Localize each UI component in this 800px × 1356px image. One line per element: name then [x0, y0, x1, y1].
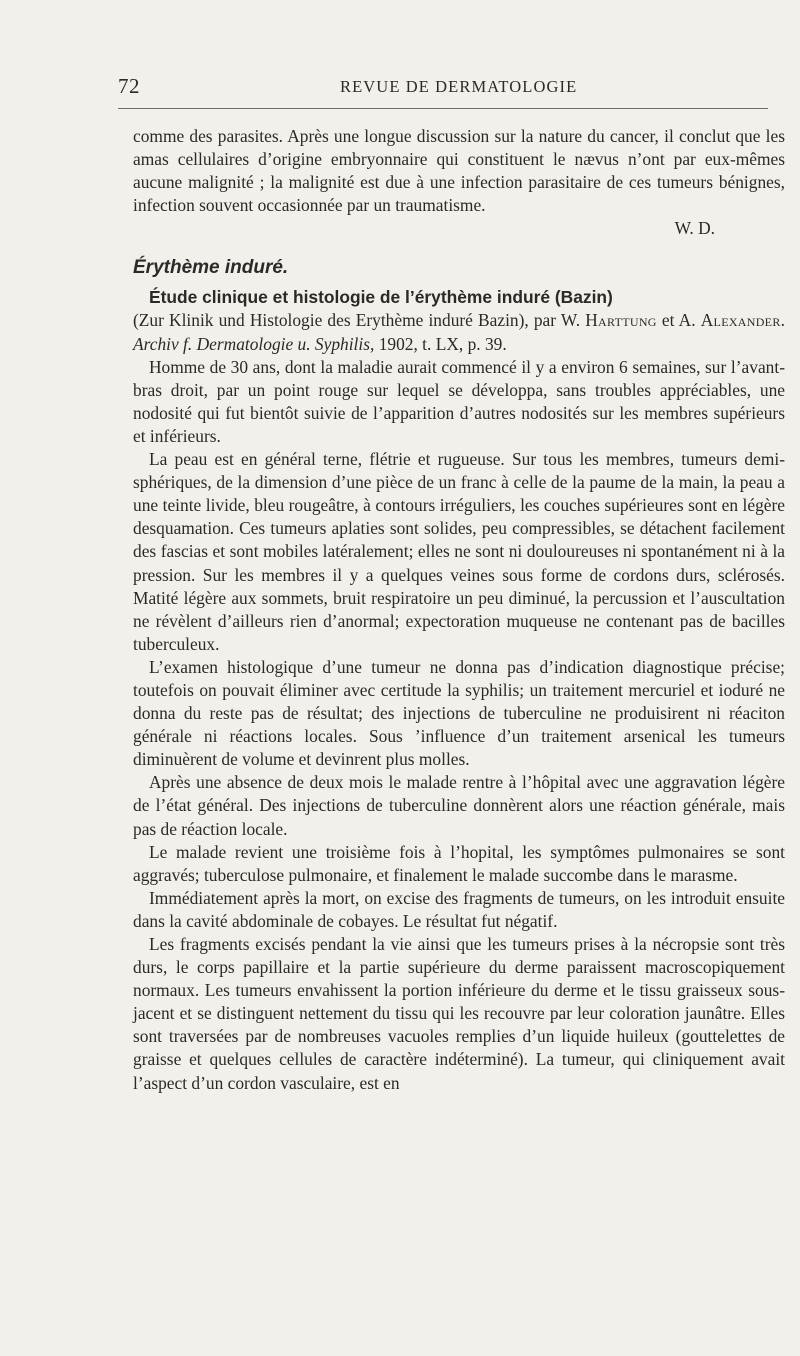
- intro-signature: W. D.: [674, 218, 715, 239]
- header-rule: [118, 108, 768, 109]
- paragraph-3: L’examen histologique d’une tumeur ne donna pas d’indication diagnostique précise; toutefois on pouvait éliminer avec certitude la syphilis; un traitement mercuriel et ioduré ne donna du reste pas de résultat; des injections de tuberculine ne produisirent ni réaciton générale ni réactions locales. Sous ’influence d’un traitement arsenical les tumeurs diminuèrent de volume et devinrent plus molles.: [133, 656, 785, 770]
- running-head: [118, 74, 768, 100]
- paragraph-6: Immédiatement après la mort, on excise des fragments de tumeurs, on les introduit ensuite dans la cavité abdominale de cobayes. Le résultat fut négatif.: [133, 887, 785, 931]
- page-number: 72: [118, 74, 140, 98]
- article-reference: [133, 309, 785, 355]
- journal-name: Archiv f. Dermatologie u. Syphilis,: [133, 333, 375, 354]
- paragraph-5: Le malade revient une troisième fois à l’hopital, les symptômes pulmonaires se sont aggravés; tuberculose pulmonaire, et finalement le malade succombe dans le marasme.: [133, 841, 785, 885]
- paragraph-4: Après une absence de deux mois le malade rentre à l’hôpital avec une aggravation légère de l’état général. Des injections de tuberculine donnèrent alors une réaction générale, mais pas de réaction locale.: [133, 772, 785, 839]
- paragraph-1: Homme de 30 ans, dont la maladie aurait commencé il y a environ 6 semaines, sur l’avant-bras droit, par un point rouge sur lequel se développa, sans troubles appréciables, une nodosité qui fut bientôt suivie de l’apparition d’autres nodosités sur les membres supérieurs et inférieurs.: [133, 356, 785, 446]
- ref-and: et A.: [661, 310, 696, 331]
- ref-prefix: (Zur Klinik und Histologie des Erythème induré Bazin), par W.: [133, 310, 581, 331]
- journal-title: REVUE DE DERMATOLOGIE: [340, 77, 578, 96]
- ref-dot: .: [780, 310, 785, 331]
- intro-paragraph: comme des parasites. Après une longue discussion sur la nature du cancer, il conclut que les amas cellulaires d’origine embryonnaire qui constituent le nævus n’ont par eux-mêmes aucune malignité ; la malignité est due à une infection parasitaire de ces tumeurs bénignes, infection souvent occasionnée par un traumatisme.: [133, 126, 785, 216]
- section-heading: Érythème induré.: [133, 257, 289, 279]
- author-2: Alexander: [700, 310, 781, 331]
- page-body: [133, 125, 785, 1095]
- intro-signature-line: [133, 217, 785, 240]
- author-1: Harttung: [585, 310, 657, 331]
- paragraph-7: Les fragments excisés pendant la vie ainsi que les tumeurs prises à la nécropsie sont très durs, le corps papillaire et la partie supérieure du derme paraissent macroscopiquement normaux. Les tumeurs envahissent la portion inférieure du derme et le tissu graisseux sous-jacent et se distinguent nettement du tissu qui les recouvre par leur coloration jaunâtre. Elles sont traversées par de nombreuses vacuoles remplies d’un liquide huileux (gouttelettes de graisse et quelques cellules de caractère indéterminé). La tumeur, qui cliniquement avait l’aspect d’un cordon vasculaire, est en: [133, 934, 785, 1093]
- citation: 1902, t. LX, p. 39.: [378, 333, 507, 354]
- paragraph-2: La peau est en général terne, flétrie et rugueuse. Sur tous les membres, tumeurs demi-sphériques, de la dimension d’une pièce de un franc à celle de la paume de la main, la peau a une teinte livide, bleu rougeâtre, à contours irréguliers, les couches supérieures sont en légère desquamation. Ces tumeurs aplaties sont solides, peu compressibles, se détachent facilement des fascias et sont mobiles latéralement; elles ne sont ni douloureuses ni spontanément ni à la pression. Sur les membres il y a quelques veines sous forme de cordons durs, sclérosés. Matité légère aux sommets, bruit respiratoire un peu diminué, la percussion et l’auscultation ne révèlent d’ailleurs rien d’anormal; expectoration muqueuse ne contenant pas de bacilles tuberculeux.: [133, 449, 785, 654]
- article-title: Étude clinique et histologie de l’érythème induré (Bazin): [149, 287, 613, 308]
